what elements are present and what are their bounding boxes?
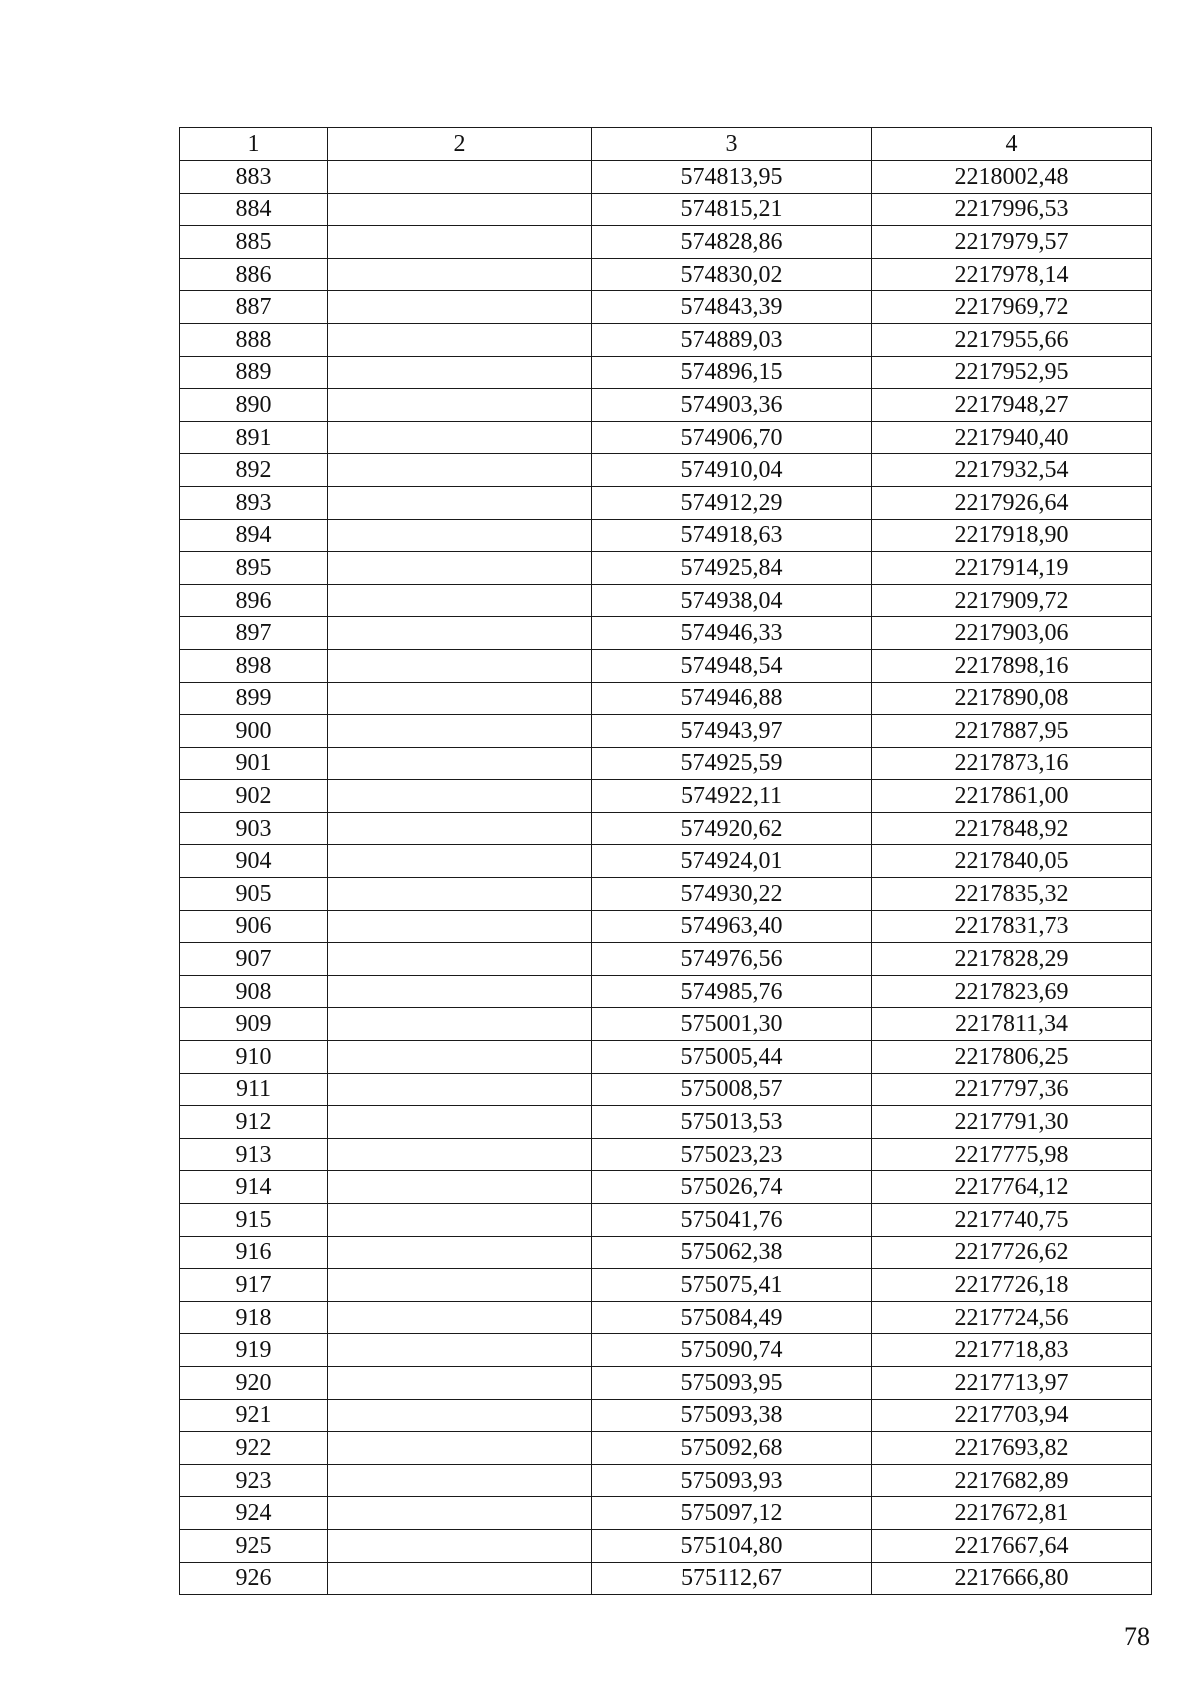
- y-coordinate-cell: 2217693,82: [872, 1432, 1152, 1465]
- description-cell: [328, 1269, 592, 1302]
- x-coordinate-cell: 575084,49: [592, 1301, 872, 1334]
- y-coordinate-cell: 2217672,81: [872, 1497, 1152, 1530]
- point-number-cell: 900: [180, 715, 328, 748]
- column-header-1: 1: [180, 128, 328, 161]
- point-number-cell: 885: [180, 226, 328, 259]
- description-cell: [328, 421, 592, 454]
- y-coordinate-cell: 2217682,89: [872, 1464, 1152, 1497]
- x-coordinate-cell: 574896,15: [592, 356, 872, 389]
- description-cell: [328, 356, 592, 389]
- description-cell: [328, 258, 592, 291]
- description-cell: [328, 747, 592, 780]
- point-number-cell: 925: [180, 1529, 328, 1562]
- table-row: [180, 715, 1152, 748]
- description-cell: [328, 845, 592, 878]
- table-row: [180, 1432, 1152, 1465]
- point-number-cell: 910: [180, 1041, 328, 1074]
- x-coordinate-cell: 574946,88: [592, 682, 872, 715]
- table-row: [180, 1399, 1152, 1432]
- y-coordinate-cell: 2217932,54: [872, 454, 1152, 487]
- description-cell: [328, 1106, 592, 1139]
- table-row: [180, 519, 1152, 552]
- description-cell: [328, 1432, 592, 1465]
- x-coordinate-cell: 574963,40: [592, 910, 872, 943]
- point-number-cell: 895: [180, 552, 328, 585]
- y-coordinate-cell: 2217718,83: [872, 1334, 1152, 1367]
- point-number-cell: 922: [180, 1432, 328, 1465]
- table-row: [180, 812, 1152, 845]
- y-coordinate-cell: 2217666,80: [872, 1562, 1152, 1595]
- point-number-cell: 902: [180, 780, 328, 813]
- description-cell: [328, 617, 592, 650]
- point-number-cell: 906: [180, 910, 328, 943]
- column-header-4: 4: [872, 128, 1152, 161]
- point-number-cell: 912: [180, 1106, 328, 1139]
- description-cell: [328, 910, 592, 943]
- y-coordinate-cell: 2217828,29: [872, 943, 1152, 976]
- point-number-cell: 897: [180, 617, 328, 650]
- description-cell: [328, 552, 592, 585]
- y-coordinate-cell: 2217955,66: [872, 323, 1152, 356]
- x-coordinate-cell: 574903,36: [592, 389, 872, 422]
- table-row: [180, 1562, 1152, 1595]
- point-number-cell: 918: [180, 1301, 328, 1334]
- table-row: [180, 943, 1152, 976]
- y-coordinate-cell: 2217726,18: [872, 1269, 1152, 1302]
- y-coordinate-cell: 2217948,27: [872, 389, 1152, 422]
- x-coordinate-cell: 574813,95: [592, 161, 872, 194]
- point-number-cell: 914: [180, 1171, 328, 1204]
- point-number-cell: 896: [180, 584, 328, 617]
- table-row: [180, 1497, 1152, 1530]
- point-number-cell: 892: [180, 454, 328, 487]
- table-row: [180, 356, 1152, 389]
- description-cell: [328, 1041, 592, 1074]
- y-coordinate-cell: 2217914,19: [872, 552, 1152, 585]
- x-coordinate-cell: 575092,68: [592, 1432, 872, 1465]
- table-row: [180, 1008, 1152, 1041]
- y-coordinate-cell: 2217890,08: [872, 682, 1152, 715]
- y-coordinate-cell: 2217806,25: [872, 1041, 1152, 1074]
- point-number-cell: 884: [180, 193, 328, 226]
- y-coordinate-cell: 2217909,72: [872, 584, 1152, 617]
- description-cell: [328, 1301, 592, 1334]
- x-coordinate-cell: 574906,70: [592, 421, 872, 454]
- point-number-cell: 905: [180, 878, 328, 911]
- y-coordinate-cell: 2217940,40: [872, 421, 1152, 454]
- y-coordinate-cell: 2217873,16: [872, 747, 1152, 780]
- x-coordinate-cell: 575062,38: [592, 1236, 872, 1269]
- point-number-cell: 923: [180, 1464, 328, 1497]
- point-number-cell: 907: [180, 943, 328, 976]
- y-coordinate-cell: 2217926,64: [872, 486, 1152, 519]
- point-number-cell: 890: [180, 389, 328, 422]
- x-coordinate-cell: 575112,67: [592, 1562, 872, 1595]
- point-number-cell: 909: [180, 1008, 328, 1041]
- x-coordinate-cell: 574922,11: [592, 780, 872, 813]
- point-number-cell: 904: [180, 845, 328, 878]
- y-coordinate-cell: 2217848,92: [872, 812, 1152, 845]
- point-number-cell: 921: [180, 1399, 328, 1432]
- x-coordinate-cell: 574815,21: [592, 193, 872, 226]
- description-cell: [328, 1562, 592, 1595]
- description-cell: [328, 1497, 592, 1530]
- table-row: [180, 1204, 1152, 1237]
- x-coordinate-cell: 574930,22: [592, 878, 872, 911]
- table-row: [180, 193, 1152, 226]
- y-coordinate-cell: 2217797,36: [872, 1073, 1152, 1106]
- description-cell: [328, 780, 592, 813]
- x-coordinate-cell: 574843,39: [592, 291, 872, 324]
- point-number-cell: 908: [180, 975, 328, 1008]
- x-coordinate-cell: 574924,01: [592, 845, 872, 878]
- x-coordinate-cell: 574889,03: [592, 323, 872, 356]
- table-row: [180, 454, 1152, 487]
- description-cell: [328, 812, 592, 845]
- table-row: [180, 1301, 1152, 1334]
- y-coordinate-cell: 2217811,34: [872, 1008, 1152, 1041]
- point-number-cell: 889: [180, 356, 328, 389]
- description-cell: [328, 1399, 592, 1432]
- x-coordinate-cell: 574946,33: [592, 617, 872, 650]
- description-cell: [328, 878, 592, 911]
- table-row: [180, 1529, 1152, 1562]
- y-coordinate-cell: 2217978,14: [872, 258, 1152, 291]
- table-row: [180, 747, 1152, 780]
- x-coordinate-cell: 575001,30: [592, 1008, 872, 1041]
- y-coordinate-cell: 2217918,90: [872, 519, 1152, 552]
- table-row: [180, 1106, 1152, 1139]
- point-number-cell: 901: [180, 747, 328, 780]
- point-number-cell: 919: [180, 1334, 328, 1367]
- table-row: [180, 291, 1152, 324]
- x-coordinate-cell: 575093,93: [592, 1464, 872, 1497]
- x-coordinate-cell: 575008,57: [592, 1073, 872, 1106]
- description-cell: [328, 226, 592, 259]
- description-cell: [328, 323, 592, 356]
- table-row: [180, 1138, 1152, 1171]
- y-coordinate-cell: 2217835,32: [872, 878, 1152, 911]
- description-cell: [328, 584, 592, 617]
- x-coordinate-cell: 574918,63: [592, 519, 872, 552]
- y-coordinate-cell: 2217764,12: [872, 1171, 1152, 1204]
- y-coordinate-cell: 2217791,30: [872, 1106, 1152, 1139]
- point-number-cell: 917: [180, 1269, 328, 1302]
- x-coordinate-cell: 574912,29: [592, 486, 872, 519]
- table-row: [180, 1464, 1152, 1497]
- x-coordinate-cell: 574985,76: [592, 975, 872, 1008]
- point-number-cell: 924: [180, 1497, 328, 1530]
- table-row: [180, 1269, 1152, 1302]
- table-row: [180, 975, 1152, 1008]
- table-row: [180, 389, 1152, 422]
- column-header-3: 3: [592, 128, 872, 161]
- y-coordinate-cell: 2217969,72: [872, 291, 1152, 324]
- y-coordinate-cell: 2217861,00: [872, 780, 1152, 813]
- description-cell: [328, 1138, 592, 1171]
- table-row: [180, 617, 1152, 650]
- description-cell: [328, 454, 592, 487]
- y-coordinate-cell: 2217831,73: [872, 910, 1152, 943]
- y-coordinate-cell: 2217703,94: [872, 1399, 1152, 1432]
- point-number-cell: 887: [180, 291, 328, 324]
- x-coordinate-cell: 575041,76: [592, 1204, 872, 1237]
- table-header-row: [180, 128, 1152, 161]
- table-body: [180, 161, 1152, 1595]
- x-coordinate-cell: 575005,44: [592, 1041, 872, 1074]
- point-number-cell: 903: [180, 812, 328, 845]
- table-row: [180, 780, 1152, 813]
- x-coordinate-cell: 575093,95: [592, 1366, 872, 1399]
- description-cell: [328, 975, 592, 1008]
- x-coordinate-cell: 574976,56: [592, 943, 872, 976]
- description-cell: [328, 1464, 592, 1497]
- description-cell: [328, 1529, 592, 1562]
- description-cell: [328, 389, 592, 422]
- description-cell: [328, 649, 592, 682]
- y-coordinate-cell: 2217724,56: [872, 1301, 1152, 1334]
- x-coordinate-cell: 575013,53: [592, 1106, 872, 1139]
- table-row: [180, 1041, 1152, 1074]
- x-coordinate-cell: 574920,62: [592, 812, 872, 845]
- table-row: [180, 1171, 1152, 1204]
- description-cell: [328, 1073, 592, 1106]
- x-coordinate-cell: 575104,80: [592, 1529, 872, 1562]
- y-coordinate-cell: 2217887,95: [872, 715, 1152, 748]
- point-number-cell: 883: [180, 161, 328, 194]
- description-cell: [328, 1366, 592, 1399]
- y-coordinate-cell: 2217952,95: [872, 356, 1152, 389]
- table-row: [180, 584, 1152, 617]
- y-coordinate-cell: 2217667,64: [872, 1529, 1152, 1562]
- description-cell: [328, 486, 592, 519]
- table-row: [180, 682, 1152, 715]
- point-number-cell: 911: [180, 1073, 328, 1106]
- x-coordinate-cell: 574910,04: [592, 454, 872, 487]
- point-number-cell: 894: [180, 519, 328, 552]
- description-cell: [328, 1236, 592, 1269]
- table-row: [180, 161, 1152, 194]
- description-cell: [328, 1334, 592, 1367]
- point-number-cell: 893: [180, 486, 328, 519]
- y-coordinate-cell: 2217903,06: [872, 617, 1152, 650]
- table-row: [180, 878, 1152, 911]
- description-cell: [328, 1008, 592, 1041]
- x-coordinate-cell: 574943,97: [592, 715, 872, 748]
- y-coordinate-cell: 2217713,97: [872, 1366, 1152, 1399]
- point-number-cell: 886: [180, 258, 328, 291]
- description-cell: [328, 715, 592, 748]
- page-number: 78: [1124, 1622, 1150, 1651]
- table-row: [180, 845, 1152, 878]
- coordinates-table: [179, 127, 1152, 1595]
- x-coordinate-cell: 574925,59: [592, 747, 872, 780]
- x-coordinate-cell: 575090,74: [592, 1334, 872, 1367]
- table-row: [180, 421, 1152, 454]
- y-coordinate-cell: 2217979,57: [872, 226, 1152, 259]
- description-cell: [328, 1171, 592, 1204]
- description-cell: [328, 291, 592, 324]
- y-coordinate-cell: 2218002,48: [872, 161, 1152, 194]
- table-row: [180, 1236, 1152, 1269]
- x-coordinate-cell: 574925,84: [592, 552, 872, 585]
- description-cell: [328, 1204, 592, 1237]
- y-coordinate-cell: 2217840,05: [872, 845, 1152, 878]
- description-cell: [328, 943, 592, 976]
- y-coordinate-cell: 2217775,98: [872, 1138, 1152, 1171]
- description-cell: [328, 161, 592, 194]
- table-row: [180, 258, 1152, 291]
- x-coordinate-cell: 575026,74: [592, 1171, 872, 1204]
- description-cell: [328, 519, 592, 552]
- y-coordinate-cell: 2217823,69: [872, 975, 1152, 1008]
- point-number-cell: 899: [180, 682, 328, 715]
- table-row: [180, 226, 1152, 259]
- x-coordinate-cell: 574948,54: [592, 649, 872, 682]
- point-number-cell: 915: [180, 1204, 328, 1237]
- x-coordinate-cell: 575093,38: [592, 1399, 872, 1432]
- table-row: [180, 323, 1152, 356]
- table-row: [180, 552, 1152, 585]
- point-number-cell: 916: [180, 1236, 328, 1269]
- point-number-cell: 913: [180, 1138, 328, 1171]
- description-cell: [328, 682, 592, 715]
- table-row: [180, 649, 1152, 682]
- y-coordinate-cell: 2217726,62: [872, 1236, 1152, 1269]
- y-coordinate-cell: 2217996,53: [872, 193, 1152, 226]
- x-coordinate-cell: 574830,02: [592, 258, 872, 291]
- x-coordinate-cell: 575075,41: [592, 1269, 872, 1302]
- table-row: [180, 1366, 1152, 1399]
- y-coordinate-cell: 2217898,16: [872, 649, 1152, 682]
- point-number-cell: 926: [180, 1562, 328, 1595]
- x-coordinate-cell: 575097,12: [592, 1497, 872, 1530]
- table-row: [180, 1073, 1152, 1106]
- table-row: [180, 1334, 1152, 1367]
- table-row: [180, 910, 1152, 943]
- point-number-cell: 920: [180, 1366, 328, 1399]
- point-number-cell: 898: [180, 649, 328, 682]
- x-coordinate-cell: 575023,23: [592, 1138, 872, 1171]
- table-row: [180, 486, 1152, 519]
- column-header-2: 2: [328, 128, 592, 161]
- y-coordinate-cell: 2217740,75: [872, 1204, 1152, 1237]
- x-coordinate-cell: 574828,86: [592, 226, 872, 259]
- point-number-cell: 891: [180, 421, 328, 454]
- x-coordinate-cell: 574938,04: [592, 584, 872, 617]
- point-number-cell: 888: [180, 323, 328, 356]
- description-cell: [328, 193, 592, 226]
